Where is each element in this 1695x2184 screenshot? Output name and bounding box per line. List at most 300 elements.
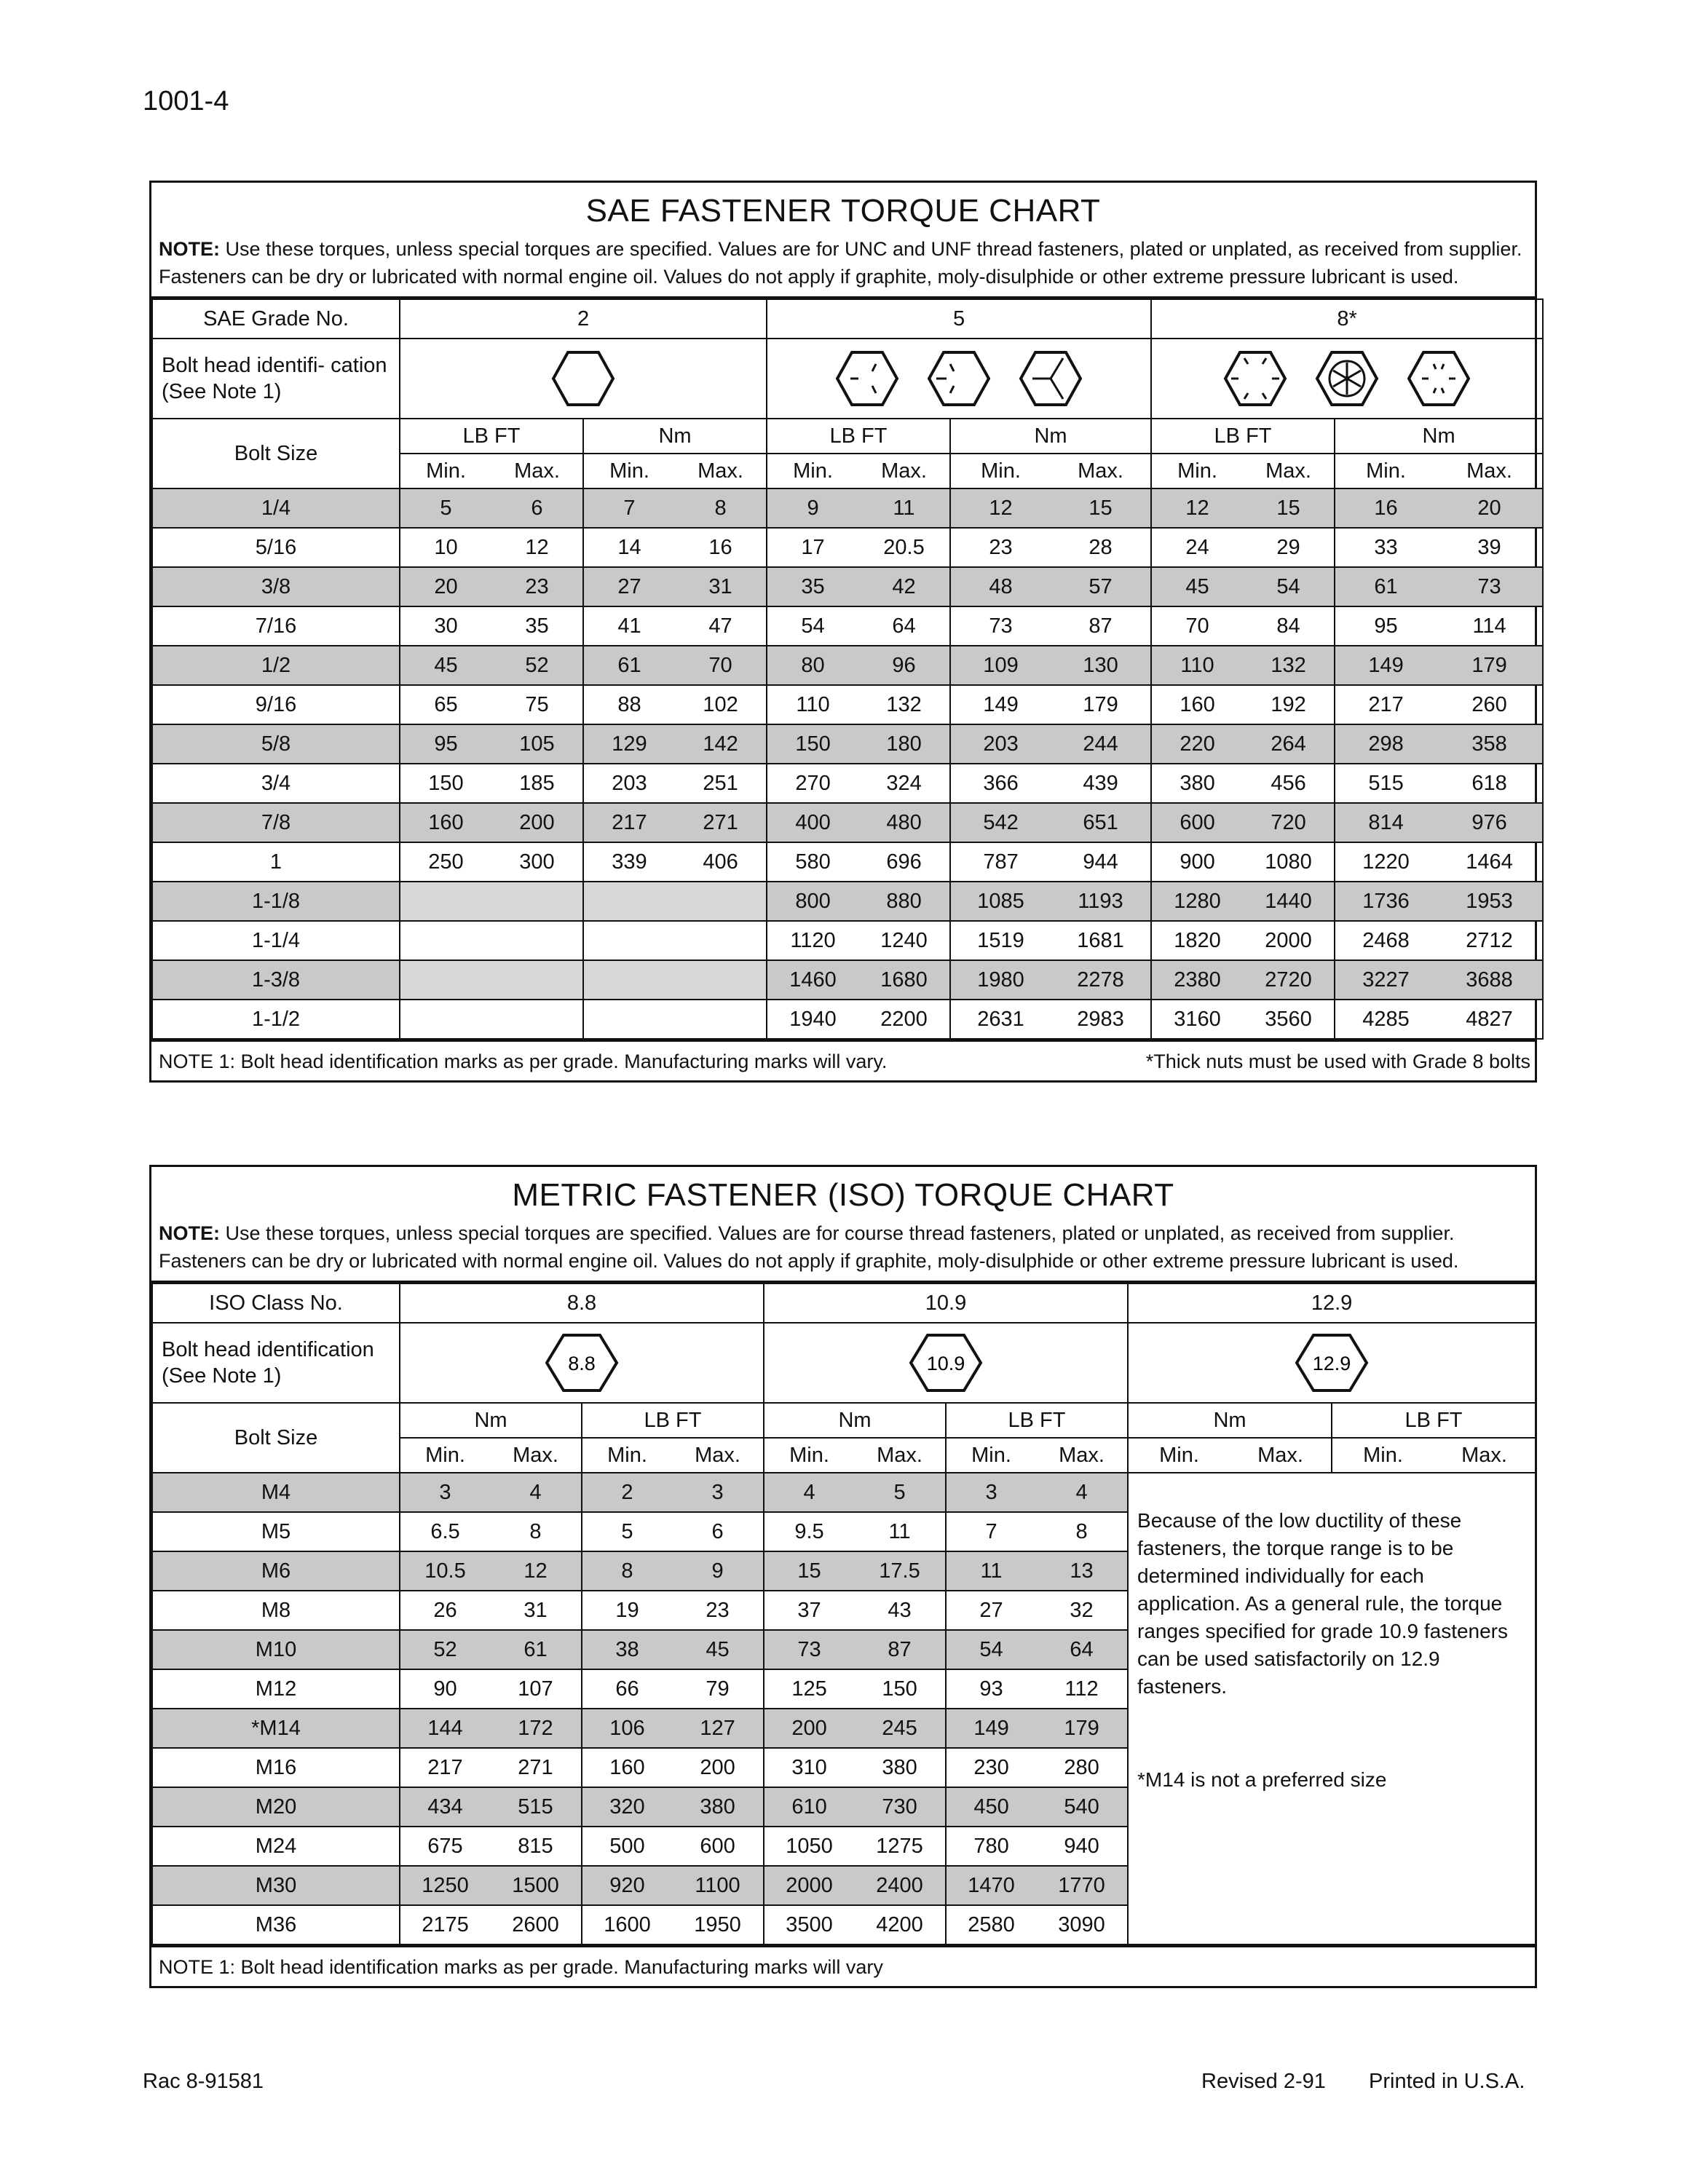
torque-value-cell: 3688 — [1437, 960, 1543, 1000]
torque-value-cell: 1120 — [767, 921, 858, 960]
torque-value-cell: 1600 — [582, 1905, 672, 1944]
torque-value-cell: 28 — [1051, 528, 1151, 567]
torque-value-cell — [400, 1000, 491, 1039]
torque-value-cell: 6.5 — [400, 1512, 490, 1551]
torque-value-cell: 1464 — [1437, 842, 1543, 882]
torque-value-cell: 456 — [1243, 764, 1335, 803]
metric-min-header: Min. — [946, 1438, 1036, 1473]
sae-note-label: NOTE: — [159, 238, 220, 260]
sae-min-header: Min. — [400, 454, 491, 488]
sae-title: SAE FASTENER TORQUE CHART — [585, 193, 1101, 229]
torque-value-cell: 38 — [582, 1630, 672, 1669]
metric-max-header: Max. — [1230, 1438, 1332, 1473]
torque-value-cell: 439 — [1051, 764, 1151, 803]
bolt-size-cell: 5/16 — [152, 528, 400, 567]
torque-value-cell: 11 — [854, 1512, 946, 1551]
torque-value-cell: 800 — [767, 882, 858, 921]
torque-value-cell: 580 — [767, 842, 858, 882]
sae-max-header: Max. — [491, 454, 583, 488]
bolt-size-cell: M24 — [152, 1827, 400, 1866]
table-row — [152, 606, 1543, 646]
torque-value-cell: 20.5 — [858, 528, 950, 567]
sae-table — [151, 298, 1544, 1040]
torque-value-cell: 610 — [764, 1787, 854, 1827]
metric-bolt-head-label: Bolt head identification (See Note 1) — [152, 1323, 400, 1403]
metric-class-label: ISO Class No. — [152, 1283, 400, 1323]
torque-value-cell: 1193 — [1051, 882, 1151, 921]
torque-value-cell: 179 — [1051, 685, 1151, 724]
torque-value-cell: 12 — [1151, 488, 1243, 528]
torque-value-cell: 1519 — [950, 921, 1051, 960]
bolt-size-cell: 3/4 — [152, 764, 400, 803]
torque-value-cell: 815 — [490, 1827, 582, 1866]
torque-value-cell: 406 — [675, 842, 767, 882]
torque-value-cell: 1736 — [1335, 882, 1437, 921]
torque-value-cell: 358 — [1437, 724, 1543, 764]
torque-value-cell: 149 — [950, 685, 1051, 724]
torque-value-cell: 160 — [1151, 685, 1243, 724]
bolt-size-cell: *M14 — [152, 1709, 400, 1748]
sae-grade-8: 8* — [1151, 299, 1543, 339]
torque-value-cell: 61 — [1335, 567, 1437, 606]
torque-value-cell: 200 — [491, 803, 583, 842]
torque-value-cell: 8 — [582, 1551, 672, 1591]
torque-value-cell: 109 — [950, 646, 1051, 685]
torque-value-cell: 1460 — [767, 960, 858, 1000]
sae-grade-2-icons — [400, 339, 767, 419]
bolt-size-cell: M4 — [152, 1473, 400, 1512]
torque-value-cell: 43 — [854, 1591, 946, 1630]
torque-value-cell: 244 — [1051, 724, 1151, 764]
torque-value-cell: 324 — [858, 764, 950, 803]
torque-value-cell: 2400 — [854, 1866, 946, 1905]
metric-unit-header: Nm — [1128, 1403, 1332, 1438]
torque-value-cell — [675, 1000, 767, 1039]
sae-unit-header: LB FT — [767, 419, 950, 454]
metric-bolt-size-label: Bolt Size — [152, 1403, 400, 1473]
torque-value-cell: 192 — [1243, 685, 1335, 724]
torque-value-cell: 106 — [582, 1709, 672, 1748]
sae-min-header: Min. — [1151, 454, 1243, 488]
sae-max-header: Max. — [675, 454, 767, 488]
table-row — [152, 724, 1543, 764]
table-row — [152, 567, 1543, 606]
torque-value-cell: 217 — [1335, 685, 1437, 724]
hexagon-6-radial-marks-icon — [1222, 349, 1288, 408]
torque-value-cell: 105 — [491, 724, 583, 764]
torque-value-cell: 400 — [767, 803, 858, 842]
torque-value-cell: 339 — [583, 842, 675, 882]
torque-value-cell: 150 — [400, 764, 491, 803]
footer-printed: Printed in U.S.A. — [1369, 2070, 1525, 2093]
torque-value-cell: 110 — [1151, 646, 1243, 685]
sae-max-header: Max. — [1437, 454, 1543, 488]
torque-value-cell: 2278 — [1051, 960, 1151, 1000]
torque-value-cell: 13 — [1036, 1551, 1128, 1591]
torque-value-cell: 15 — [1243, 488, 1335, 528]
sae-footnote — [151, 1040, 1535, 1080]
torque-value-cell: 1500 — [490, 1866, 582, 1905]
bolt-size-cell: M36 — [152, 1905, 400, 1944]
torque-value-cell: 230 — [946, 1748, 1036, 1787]
torque-value-cell: 2000 — [764, 1866, 854, 1905]
metric-class-12-9: 12.9 — [1128, 1283, 1536, 1323]
torque-value-cell — [491, 1000, 583, 1039]
sae-unit-header: Nm — [1335, 419, 1543, 454]
hexagon-12-9-mark-icon — [1294, 1332, 1370, 1393]
metric-header — [151, 1167, 1535, 1283]
bolt-size-cell: 7/16 — [152, 606, 400, 646]
torque-value-cell: 5 — [854, 1473, 946, 1512]
torque-value-cell: 540 — [1036, 1787, 1128, 1827]
torque-value-cell: 780 — [946, 1827, 1036, 1866]
torque-value-cell: 35 — [491, 606, 583, 646]
table-row — [152, 764, 1543, 803]
torque-value-cell: 12 — [490, 1551, 582, 1591]
bolt-size-cell: 1 — [152, 842, 400, 882]
hexagon-plain-icon — [550, 349, 616, 408]
torque-value-cell: 3 — [672, 1473, 764, 1512]
torque-value-cell: 23 — [950, 528, 1051, 567]
bolt-size-cell: M16 — [152, 1748, 400, 1787]
torque-value-cell: 75 — [491, 685, 583, 724]
torque-value-cell: 2468 — [1335, 921, 1437, 960]
torque-value-cell: 944 — [1051, 842, 1151, 882]
metric-min-header: Min. — [1332, 1438, 1434, 1473]
metric-min-header: Min. — [582, 1438, 672, 1473]
torque-value-cell: 31 — [675, 567, 767, 606]
torque-value-cell: 8 — [1036, 1512, 1128, 1551]
torque-value-cell: 2380 — [1151, 960, 1243, 1000]
metric-class-8-8: 8.8 — [400, 1283, 764, 1323]
torque-value-cell: 39 — [1437, 528, 1543, 567]
hex-mark-text: 12.9 — [1312, 1353, 1351, 1374]
torque-value-cell: 180 — [858, 724, 950, 764]
torque-value-cell: 26 — [400, 1591, 490, 1630]
table-row — [152, 921, 1543, 960]
metric-max-header: Max. — [1434, 1438, 1536, 1473]
torque-value-cell: 11 — [946, 1551, 1036, 1591]
torque-value-cell: 976 — [1437, 803, 1543, 842]
torque-value-cell: 217 — [400, 1748, 490, 1787]
torque-value-cell: 130 — [1051, 646, 1151, 685]
metric-note — [159, 1219, 1528, 1275]
bolt-size-cell: M10 — [152, 1630, 400, 1669]
hexagon-10-9-mark-icon — [908, 1332, 984, 1393]
torque-value-cell: 200 — [764, 1709, 854, 1748]
table-row — [152, 528, 1543, 567]
torque-value-cell: 2631 — [950, 1000, 1051, 1039]
torque-value-cell: 1953 — [1437, 882, 1543, 921]
metric-min-header: Min. — [1128, 1438, 1230, 1473]
torque-value-cell: 64 — [1036, 1630, 1128, 1669]
sae-min-header: Min. — [583, 454, 675, 488]
torque-value-cell: 96 — [858, 646, 950, 685]
torque-value-cell: 41 — [583, 606, 675, 646]
metric-max-header: Max. — [1036, 1438, 1128, 1473]
sae-grade-5: 5 — [767, 299, 1151, 339]
torque-value-cell: 900 — [1151, 842, 1243, 882]
torque-value-cell: 23 — [672, 1591, 764, 1630]
torque-value-cell: 179 — [1437, 646, 1543, 685]
sae-torque-chart — [149, 181, 1537, 1083]
torque-value-cell: 84 — [1243, 606, 1335, 646]
torque-value-cell: 500 — [582, 1827, 672, 1866]
sae-note-text: Use these torques, unless special torques are specified. Values are for UNC and UNF thread fasteners, plated or unplated, as received from supplier. Fasteners can be dry or lubricated with normal engine oil. Values do not apply if graphite, moly-disulphide or other extreme pressure lubricant is used. — [159, 238, 1522, 288]
table-row — [152, 646, 1543, 685]
torque-value-cell — [400, 960, 491, 1000]
torque-value-cell: 127 — [672, 1709, 764, 1748]
torque-value-cell: 185 — [491, 764, 583, 803]
torque-value-cell — [491, 960, 583, 1000]
torque-value-cell: 2175 — [400, 1905, 490, 1944]
sae-min-header: Min. — [1335, 454, 1437, 488]
sae-grade-5-icons — [767, 339, 1151, 419]
metric-class-12-9-icon-cell — [1128, 1323, 1536, 1403]
torque-value-cell: 35 — [767, 567, 858, 606]
torque-value-cell: 8 — [675, 488, 767, 528]
torque-value-cell: 150 — [854, 1669, 946, 1709]
torque-value-cell: 52 — [491, 646, 583, 685]
bolt-size-cell: 9/16 — [152, 685, 400, 724]
torque-value-cell: 2580 — [946, 1905, 1036, 1944]
torque-value-cell: 33 — [1335, 528, 1437, 567]
torque-value-cell: 270 — [767, 764, 858, 803]
torque-value-cell: 220 — [1151, 724, 1243, 764]
metric-torque-chart — [149, 1165, 1537, 1988]
table-row — [152, 842, 1543, 882]
torque-value-cell: 920 — [582, 1866, 672, 1905]
torque-value-cell: 61 — [490, 1630, 582, 1669]
sae-unit-header: Nm — [583, 419, 767, 454]
torque-value-cell: 10.5 — [400, 1551, 490, 1591]
metric-min-header: Min. — [764, 1438, 854, 1473]
torque-value-cell: 27 — [946, 1591, 1036, 1630]
torque-value-cell: 29 — [1243, 528, 1335, 567]
torque-value-cell: 4200 — [854, 1905, 946, 1944]
metric-table — [151, 1283, 1536, 1945]
torque-value-cell: 54 — [1243, 567, 1335, 606]
torque-value-cell: 366 — [950, 764, 1051, 803]
torque-value-cell: 2712 — [1437, 921, 1543, 960]
torque-value-cell: 45 — [400, 646, 491, 685]
m14-note: *M14 is not a preferred size — [1137, 1768, 1387, 1791]
torque-value-cell: 618 — [1437, 764, 1543, 803]
bolt-size-cell: 1-1/4 — [152, 921, 400, 960]
torque-value-cell: 23 — [491, 567, 583, 606]
torque-value-cell: 1050 — [764, 1827, 854, 1866]
torque-value-cell — [491, 882, 583, 921]
torque-value-cell: 8 — [490, 1512, 582, 1551]
torque-value-cell: 30 — [400, 606, 491, 646]
torque-value-cell: 4 — [490, 1473, 582, 1512]
torque-value-cell: 12 — [491, 528, 583, 567]
torque-value-cell: 48 — [950, 567, 1051, 606]
torque-value-cell: 217 — [583, 803, 675, 842]
torque-value-cell: 54 — [767, 606, 858, 646]
torque-value-cell: 450 — [946, 1787, 1036, 1827]
torque-value-cell: 4285 — [1335, 1000, 1437, 1039]
sae-min-header: Min. — [767, 454, 858, 488]
torque-value-cell: 64 — [858, 606, 950, 646]
torque-value-cell: 61 — [583, 646, 675, 685]
torque-value-cell: 45 — [672, 1630, 764, 1669]
torque-value-cell — [583, 882, 675, 921]
bolt-size-cell: 7/8 — [152, 803, 400, 842]
torque-value-cell: 14 — [583, 528, 675, 567]
torque-value-cell: 70 — [675, 646, 767, 685]
footer-doc-number: Rac 8-91581 — [143, 2070, 264, 2093]
torque-value-cell: 600 — [1151, 803, 1243, 842]
torque-value-cell: 264 — [1243, 724, 1335, 764]
torque-value-cell — [675, 882, 767, 921]
torque-value-cell: 87 — [1051, 606, 1151, 646]
sae-unit-header: LB FT — [1151, 419, 1335, 454]
torque-value-cell: 310 — [764, 1748, 854, 1787]
table-row — [152, 882, 1543, 921]
metric-footnote — [151, 1945, 1535, 1986]
torque-value-cell: 160 — [582, 1748, 672, 1787]
torque-value-cell: 149 — [1335, 646, 1437, 685]
torque-value-cell: 73 — [950, 606, 1051, 646]
hex-mark-text: 10.9 — [926, 1353, 965, 1374]
sae-bolt-head-label: Bolt head identifi- cation (See Note 1) — [152, 339, 400, 419]
torque-value-cell: 4 — [1036, 1473, 1128, 1512]
table-row — [152, 960, 1543, 1000]
torque-value-cell: 95 — [400, 724, 491, 764]
torque-value-cell: 3227 — [1335, 960, 1437, 1000]
sae-unit-header: LB FT — [400, 419, 583, 454]
torque-value-cell: 3 — [400, 1473, 490, 1512]
torque-value-cell: 142 — [675, 724, 767, 764]
torque-value-cell: 73 — [764, 1630, 854, 1669]
hex-mark-text: 8.8 — [568, 1353, 596, 1374]
bolt-size-cell: 5/8 — [152, 724, 400, 764]
torque-value-cell: 11 — [858, 488, 950, 528]
torque-value-cell: 70 — [1151, 606, 1243, 646]
torque-value-cell: 1950 — [672, 1905, 764, 1944]
table-row — [152, 1473, 1536, 1512]
torque-value-cell: 10 — [400, 528, 491, 567]
torque-value-cell: 179 — [1036, 1709, 1128, 1748]
torque-value-cell: 1680 — [858, 960, 950, 1000]
torque-value-cell: 12 — [950, 488, 1051, 528]
torque-value-cell: 380 — [1151, 764, 1243, 803]
torque-value-cell: 1440 — [1243, 882, 1335, 921]
torque-value-cell: 1250 — [400, 1866, 490, 1905]
torque-value-cell: 1681 — [1051, 921, 1151, 960]
hexagon-3-line-center-icon — [1018, 349, 1083, 408]
metric-unit-header: Nm — [764, 1403, 946, 1438]
torque-value-cell: 16 — [675, 528, 767, 567]
torque-value-cell: 93 — [946, 1669, 1036, 1709]
metric-min-header: Min. — [400, 1438, 490, 1473]
torque-value-cell: 66 — [582, 1669, 672, 1709]
torque-value-cell: 15 — [764, 1551, 854, 1591]
torque-value-cell: 271 — [675, 803, 767, 842]
torque-value-cell: 1100 — [672, 1866, 764, 1905]
torque-value-cell: 1240 — [858, 921, 950, 960]
metric-class-8-8-icon-cell — [400, 1323, 764, 1403]
torque-value-cell: 1820 — [1151, 921, 1243, 960]
torque-value-cell: 160 — [400, 803, 491, 842]
torque-value-cell: 80 — [767, 646, 858, 685]
torque-value-cell: 1280 — [1151, 882, 1243, 921]
torque-value-cell: 88 — [583, 685, 675, 724]
torque-value-cell: 9.5 — [764, 1512, 854, 1551]
torque-value-cell: 6 — [672, 1512, 764, 1551]
torque-value-cell: 47 — [675, 606, 767, 646]
bolt-size-cell: 1/4 — [152, 488, 400, 528]
torque-value-cell: 515 — [490, 1787, 582, 1827]
sae-note — [159, 235, 1528, 290]
torque-value-cell: 3090 — [1036, 1905, 1128, 1944]
torque-value-cell: 24 — [1151, 528, 1243, 567]
torque-value-cell: 112 — [1036, 1669, 1128, 1709]
torque-value-cell: 87 — [854, 1630, 946, 1669]
torque-value-cell: 1080 — [1243, 842, 1335, 882]
torque-value-cell: 2200 — [858, 1000, 950, 1039]
metric-unit-header: LB FT — [582, 1403, 764, 1438]
torque-value-cell: 696 — [858, 842, 950, 882]
torque-value-cell: 114 — [1437, 606, 1543, 646]
torque-value-cell: 73 — [1437, 567, 1543, 606]
torque-value-cell: 251 — [675, 764, 767, 803]
sae-header — [151, 183, 1535, 298]
torque-value-cell: 2720 — [1243, 960, 1335, 1000]
torque-value-cell: 814 — [1335, 803, 1437, 842]
bolt-size-cell: 1-1/8 — [152, 882, 400, 921]
torque-value-cell: 600 — [672, 1827, 764, 1866]
torque-value-cell: 125 — [764, 1669, 854, 1709]
torque-value-cell: 54 — [946, 1630, 1036, 1669]
torque-value-cell: 42 — [858, 567, 950, 606]
torque-value-cell: 90 — [400, 1669, 490, 1709]
torque-value-cell: 1770 — [1036, 1866, 1128, 1905]
torque-value-cell: 2600 — [490, 1905, 582, 1944]
torque-value-cell: 651 — [1051, 803, 1151, 842]
torque-value-cell: 144 — [400, 1709, 490, 1748]
sae-max-header: Max. — [1051, 454, 1151, 488]
torque-value-cell — [583, 1000, 675, 1039]
metric-unit-header: Nm — [400, 1403, 582, 1438]
metric-note-text: Use these torques, unless special torques are specified. Values are for course thread fasteners, plated or unplated, as received from supplier. Fasteners can be dry or lubricated with normal engine oil. Values do not apply if graphite, moly-disulphide or other extreme pressure lubricant is used. — [159, 1222, 1459, 1272]
torque-value-cell: 20 — [400, 567, 491, 606]
torque-value-cell — [583, 921, 675, 960]
torque-value-cell: 172 — [490, 1709, 582, 1748]
page-number: 1001-4 — [143, 86, 229, 116]
torque-value-cell: 203 — [950, 724, 1051, 764]
table-row — [152, 488, 1543, 528]
torque-value-cell: 4 — [764, 1473, 854, 1512]
bolt-size-cell: M6 — [152, 1551, 400, 1591]
sae-max-header: Max. — [1243, 454, 1335, 488]
torque-value-cell: 110 — [767, 685, 858, 724]
metric-note-label: NOTE: — [159, 1222, 220, 1244]
hexagon-3-radial-marks-icon — [834, 349, 900, 408]
torque-value-cell: 2000 — [1243, 921, 1335, 960]
metric-max-header: Max. — [672, 1438, 764, 1473]
class-12-9-note — [1128, 1473, 1536, 1944]
torque-value-cell: 730 — [854, 1787, 946, 1827]
sae-unit-header: Nm — [950, 419, 1151, 454]
torque-value-cell — [400, 921, 491, 960]
torque-value-cell: 1470 — [946, 1866, 1036, 1905]
torque-value-cell: 4827 — [1437, 1000, 1543, 1039]
torque-value-cell: 17.5 — [854, 1551, 946, 1591]
torque-value-cell: 3 — [946, 1473, 1036, 1512]
torque-value-cell: 200 — [672, 1748, 764, 1787]
